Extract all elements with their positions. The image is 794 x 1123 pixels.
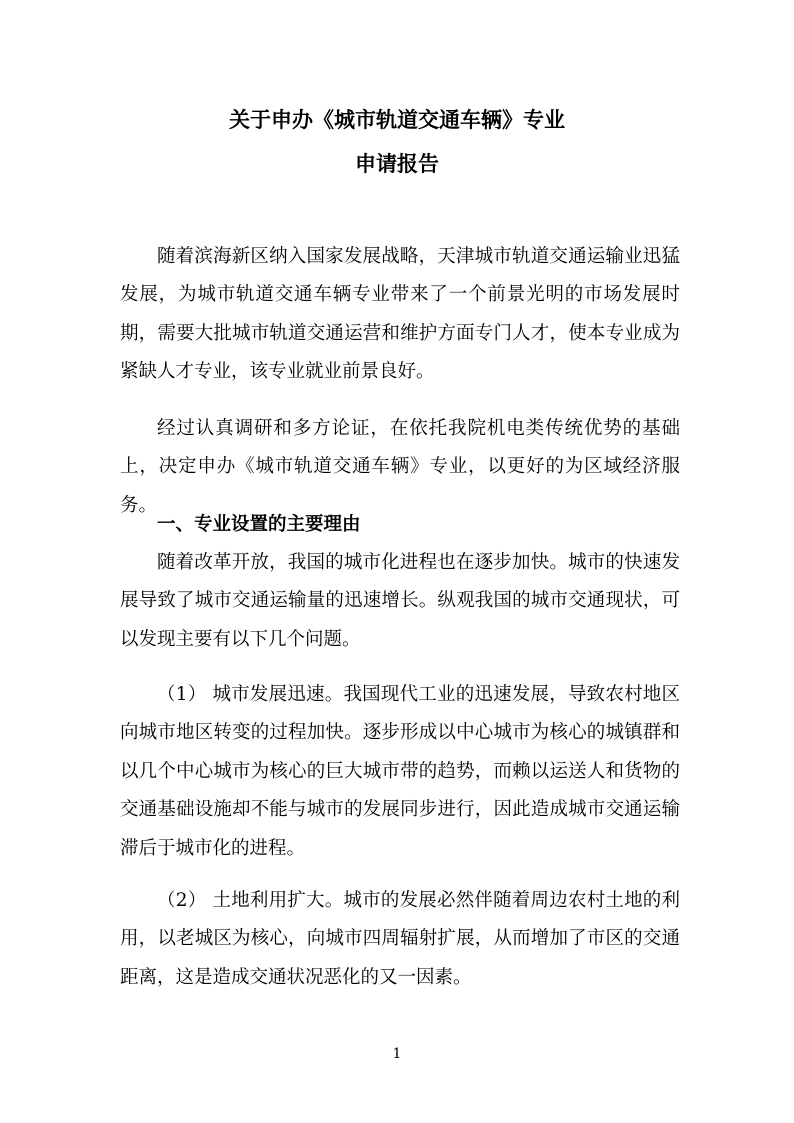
section-heading: 一、专业设置的主要理由 xyxy=(157,514,361,535)
section-paragraph-3: （2） 土地利用扩大。城市的发展必然伴随着周边农村土地的利用，以老城区为核心，向城市四周辐射扩展，从而增加了市区的交通距离，这是造成交通状况恶化的又一因素。 xyxy=(120,890,680,988)
intro-paragraph-2: 经过认真调研和多方论证，在依托我院机电类传统优势的基础上，决定申办《城市轨道交通车辆》专业，以更好的为区域经济服务。 xyxy=(120,418,680,516)
intro-paragraph-1: 随着滨海新区纳入国家发展战略，天津城市轨道交通运输业迅猛发展，为城市轨道交通车辆专业带来了一个前景光明的市场发展时期，需要大批城市轨道交通运营和维护方面专门人才，使本专业成为紧缺人才专业，该专业就业前景良好。 xyxy=(120,246,680,383)
document-title-line2: 申请报告 xyxy=(355,152,439,176)
section-paragraph-1: 随着改革开放，我国的城市化进程也在逐步加快。城市的快速发展导致了城市交通运输量的迅速增长。纵观我国的城市交通现状，可以发现主要有以下几个问题。 xyxy=(120,552,680,650)
page-number: 1 xyxy=(392,1046,402,1062)
section-paragraph-2: （1） 城市发展迅速。我国现代工业的迅速发展，导致农村地区向城市地区转变的过程加快。逐步形成以中心城市为核心的城镇群和以几个中心城市为核心的巨大城市带的趋势，而赖以运送人和货物的交通基础设施却不能与城市的发展同步进行，因此造成城市交通运输滞后于城市化的进程。 xyxy=(120,684,680,859)
document-title-line1: 关于申办《城市轨道交通车辆》专业 xyxy=(229,108,565,132)
